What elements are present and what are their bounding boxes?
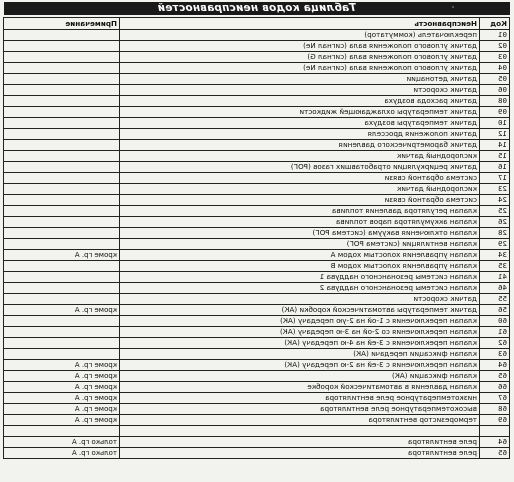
- code-column-header: Код: [480, 18, 510, 30]
- code-cell: 17: [480, 173, 510, 184]
- fault-cell: кислородный датчик: [120, 184, 480, 195]
- table-row: [4, 129, 510, 140]
- note-cell: [4, 261, 120, 272]
- fault-cell: [120, 426, 480, 437]
- note-column-header: Примечание: [4, 18, 120, 30]
- fault-cell: датчик скорости: [120, 294, 480, 305]
- note-cell: [4, 63, 120, 74]
- note-cell: [4, 96, 120, 107]
- code-cell: 08: [480, 96, 510, 107]
- fault-column-header: Неисправность: [120, 18, 480, 30]
- code-cell: 34: [480, 250, 510, 261]
- table-row: [4, 228, 510, 239]
- table-row: [4, 41, 510, 52]
- code-cell: 16: [480, 162, 510, 173]
- fault-cell: система обратной связи: [120, 173, 480, 184]
- code-cell: 25: [480, 206, 510, 217]
- table-row: [4, 206, 510, 217]
- table-header-row: [4, 18, 510, 30]
- note-cell: [4, 217, 120, 228]
- code-cell: 65: [480, 448, 510, 459]
- code-cell: 60: [480, 316, 510, 327]
- fault-cell: датчик рециркуляции отработавших газов (РОГ): [120, 162, 480, 173]
- note-cell: [4, 118, 120, 129]
- table-row: [4, 74, 510, 85]
- table-row: [4, 107, 510, 118]
- code-cell: 29: [480, 239, 510, 250]
- table-row: [4, 349, 510, 360]
- code-cell: 64: [480, 437, 510, 448]
- fault-cell: клапан давления в автоматической коробке: [120, 382, 480, 393]
- note-cell: [4, 52, 120, 63]
- table-row: [4, 85, 510, 96]
- note-cell: [4, 173, 120, 184]
- fault-cell: датчик положения дросселя: [120, 129, 480, 140]
- table-row: [4, 239, 510, 250]
- code-cell: 62: [480, 338, 510, 349]
- note-cell: [4, 239, 120, 250]
- fault-cell: датчик температуры воздуха: [120, 118, 480, 129]
- fault-cell: клапан аккумулятора паров топлива: [120, 217, 480, 228]
- fault-cell: датчик расхода воздуха: [120, 96, 480, 107]
- code-cell: 65: [480, 371, 510, 382]
- table-row: [4, 151, 510, 162]
- code-cell: 46: [480, 283, 510, 294]
- fault-cell: клапан системы резонансного наддува 2: [120, 283, 480, 294]
- code-cell: 68: [480, 404, 510, 415]
- code-cell: 28: [480, 228, 510, 239]
- fault-cell: клапан управления холостым ходом В: [120, 261, 480, 272]
- note-cell: [4, 85, 120, 96]
- table-row: [4, 360, 510, 371]
- note-cell: только гр. А: [4, 448, 120, 459]
- table-row: [4, 96, 510, 107]
- table-row: [4, 118, 510, 129]
- note-cell: [4, 206, 120, 217]
- table-row: [4, 195, 510, 206]
- code-cell: 01: [480, 30, 510, 41]
- note-cell: [4, 338, 120, 349]
- note-cell: [4, 228, 120, 239]
- fault-cell: датчик барометрического давления: [120, 140, 480, 151]
- table-row: [4, 283, 510, 294]
- code-cell: 04: [480, 63, 510, 74]
- code-cell: 06: [480, 85, 510, 96]
- fault-cell: датчик детонации: [120, 74, 480, 85]
- fault-cell: клапан переключения с 3-ей на 4-ю передачу (АК): [120, 338, 480, 349]
- code-cell: 55: [480, 294, 510, 305]
- table-row: [4, 327, 510, 338]
- fault-cell: переключатель (коммутатор): [120, 30, 480, 41]
- note-cell: [4, 272, 120, 283]
- note-cell: [4, 184, 120, 195]
- note-cell: кроме гр. А: [4, 393, 120, 404]
- table-row: [4, 437, 510, 448]
- fault-cell: клапан переключения с 1-ой на 2-ую передачу (АК): [120, 316, 480, 327]
- note-cell: кроме гр. А: [4, 371, 120, 382]
- fault-cell: низкотемпературное реле вентилятора: [120, 393, 480, 404]
- fault-code-table: [3, 17, 510, 459]
- table-row: [4, 426, 510, 437]
- code-cell: 61: [480, 327, 510, 338]
- code-cell: 12: [480, 129, 510, 140]
- code-cell: 03: [480, 52, 510, 63]
- fault-cell: клапан переключения с 3-ей на 2-ю передачу (АК): [120, 360, 480, 371]
- note-cell: [4, 162, 120, 173]
- note-cell: [4, 107, 120, 118]
- note-cell: [4, 30, 120, 41]
- table-row: [4, 382, 510, 393]
- code-cell: 35: [480, 261, 510, 272]
- fault-cell: клапан фиксации передачи (АК): [120, 349, 480, 360]
- table-row: [4, 52, 510, 63]
- note-cell: [4, 151, 120, 162]
- code-cell: 05: [480, 74, 510, 85]
- page-title: Таблица кодов неисправностей: [4, 2, 510, 15]
- note-cell: [4, 140, 120, 151]
- fault-cell: датчик температуры охлаждающей жидкости: [120, 107, 480, 118]
- note-cell: [4, 316, 120, 327]
- fault-cell: клапан регулятора давления топлива: [120, 206, 480, 217]
- table-row: [4, 162, 510, 173]
- note-cell: [4, 195, 120, 206]
- note-cell: [4, 426, 120, 437]
- fault-cell: датчик углового положения вала (сигнал G): [120, 52, 480, 63]
- table-row: [4, 30, 510, 41]
- note-cell: кроме гр. А: [4, 404, 120, 415]
- note-cell: кроме гр. А: [4, 360, 120, 371]
- table-body: [4, 30, 510, 459]
- note-cell: кроме гр. А: [4, 415, 120, 426]
- code-cell: 63: [480, 349, 510, 360]
- note-cell: [4, 74, 120, 85]
- code-cell: 09: [480, 107, 510, 118]
- fault-cell: датчик углового положения вала (сигнал Ne): [120, 41, 480, 52]
- code-cell: 41: [480, 272, 510, 283]
- table-row: [4, 140, 510, 151]
- table-row: [4, 404, 510, 415]
- table-row: [4, 63, 510, 74]
- code-cell: 26: [480, 217, 510, 228]
- code-cell: 56: [480, 305, 510, 316]
- code-cell: 14: [480, 140, 510, 151]
- fault-cell: клапан вентиляции (система РОГ): [120, 239, 480, 250]
- fault-cell: клапан системы резонансного наддува 1: [120, 272, 480, 283]
- table-row: [4, 250, 510, 261]
- table-row: [4, 294, 510, 305]
- code-cell: 67: [480, 393, 510, 404]
- fault-cell: высокотемпературное реле вентилятора: [120, 404, 480, 415]
- note-cell: [4, 327, 120, 338]
- note-cell: кроме гр. А: [4, 305, 120, 316]
- fault-cell: клапан управления холостым ходом А: [120, 250, 480, 261]
- fault-cell: терморезистор вентилятора: [120, 415, 480, 426]
- scan-speck: [452, 6, 454, 8]
- table-row: [4, 217, 510, 228]
- fault-cell: клапан фиксации (АК): [120, 371, 480, 382]
- table-row: [4, 173, 510, 184]
- note-cell: [4, 294, 120, 305]
- note-cell: [4, 129, 120, 140]
- fault-cell: реле вентилятора: [120, 437, 480, 448]
- note-cell: кроме гр. А: [4, 250, 120, 261]
- code-cell: 66: [480, 382, 510, 393]
- table-row: [4, 393, 510, 404]
- fault-cell: датчик температуры автоматической коробки (АК): [120, 305, 480, 316]
- table-row: [4, 184, 510, 195]
- fault-cell: датчик скорости: [120, 85, 480, 96]
- note-cell: [4, 283, 120, 294]
- fault-cell: кислородный датчик: [120, 151, 480, 162]
- fault-cell: система обратной связи: [120, 195, 480, 206]
- code-cell: 23: [480, 184, 510, 195]
- fault-cell: клапан отключения вакуума (система РОГ): [120, 228, 480, 239]
- fault-cell: клапан переключения со 2-ой на 3-ю передачу (АК): [120, 327, 480, 338]
- code-cell: 10: [480, 118, 510, 129]
- note-cell: только гр. А: [4, 437, 120, 448]
- table-row: [4, 371, 510, 382]
- note-cell: кроме гр. А: [4, 382, 120, 393]
- code-cell: [480, 426, 510, 437]
- table-row: [4, 272, 510, 283]
- code-cell: 64: [480, 360, 510, 371]
- code-cell: 69: [480, 415, 510, 426]
- table-row: [4, 261, 510, 272]
- fault-cell: датчик углового положения вала (сигнал Ne): [120, 63, 480, 74]
- table-row: [4, 338, 510, 349]
- code-cell: 15: [480, 151, 510, 162]
- table-row: [4, 305, 510, 316]
- code-cell: 02: [480, 41, 510, 52]
- note-cell: [4, 41, 120, 52]
- table-row: [4, 448, 510, 459]
- note-cell: [4, 349, 120, 360]
- code-cell: 24: [480, 195, 510, 206]
- table-row: [4, 415, 510, 426]
- table-row: [4, 316, 510, 327]
- fault-cell: реле вентилятора: [120, 448, 480, 459]
